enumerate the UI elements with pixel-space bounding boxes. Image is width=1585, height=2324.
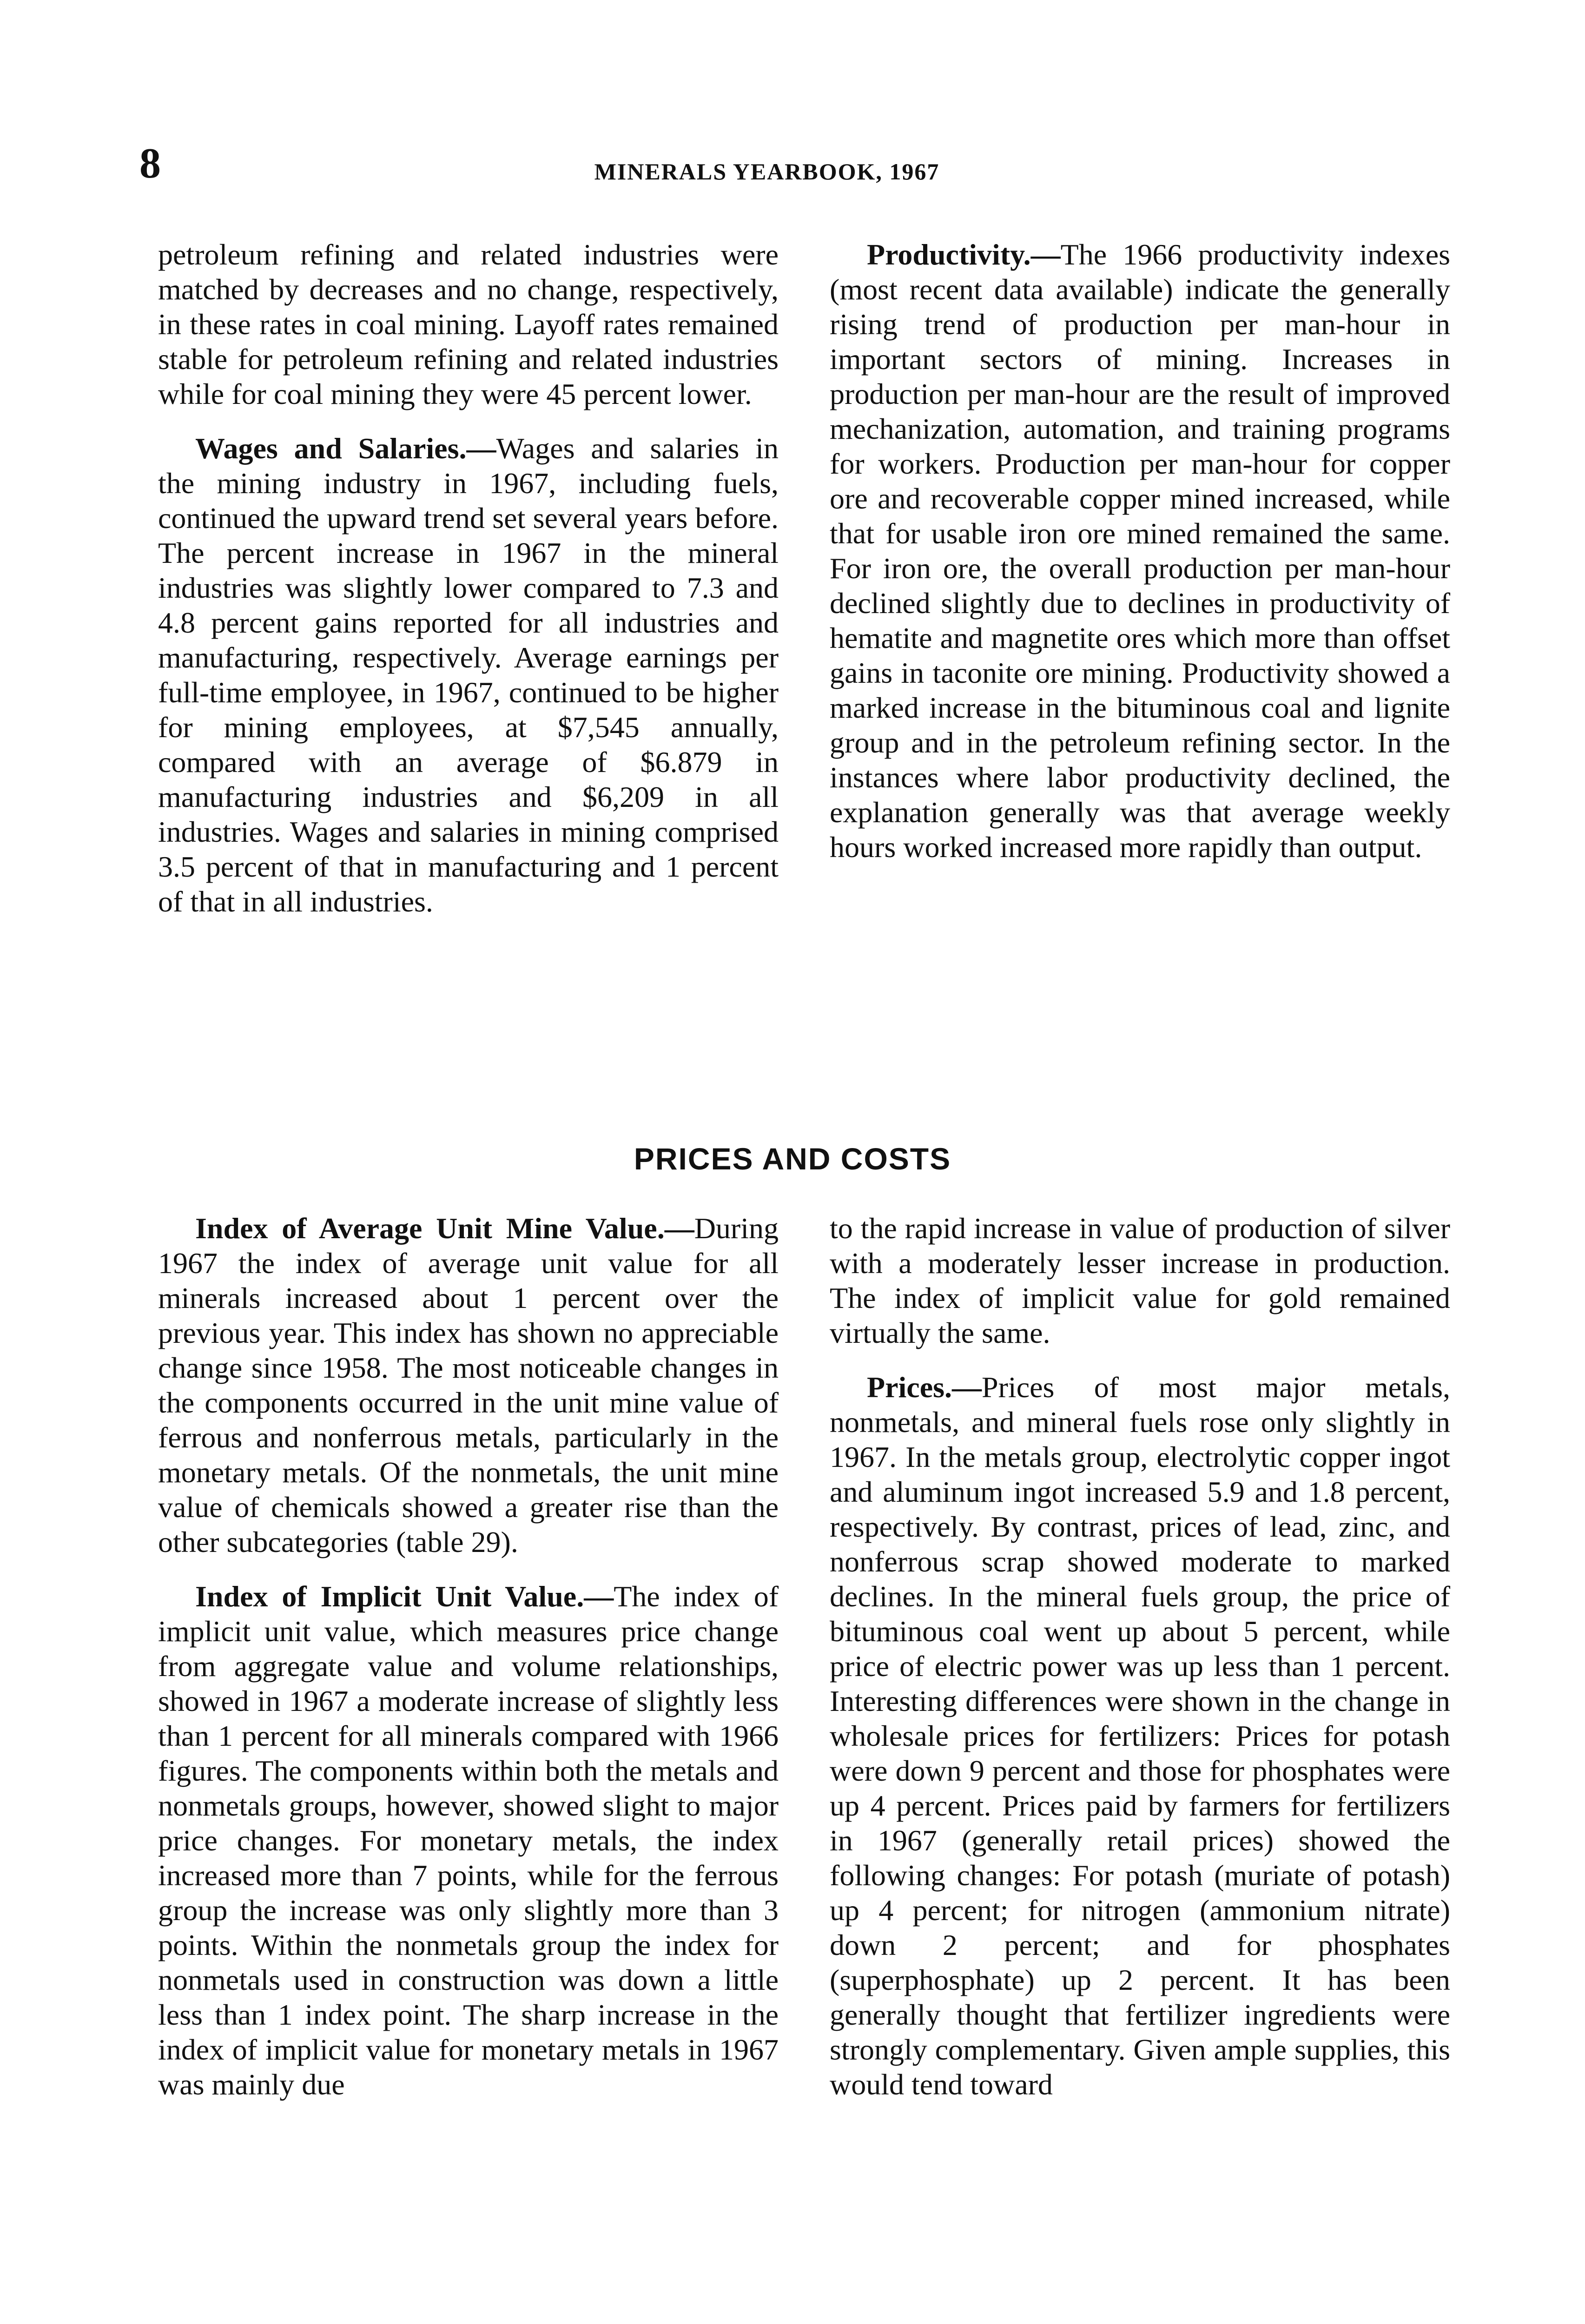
section-heading: PRICES AND COSTS <box>634 1142 951 1176</box>
prices-title: Prices.— <box>867 1371 982 1404</box>
productivity-title: Productivity.— <box>867 238 1061 271</box>
bottom-right-column <box>830 1211 1450 2121</box>
wages-salaries-body: Wages and salaries in the mining industry in 1967, including fuels, continued the upward trend set several years before. The percent increase in 1967 in the mineral industries was slightly lower compared to 7.3 and 4.8 percent gains reported for all industries and manufacturing, respectively. Average earnings per full-time employee, in 1967, continued to be higher for mining employees, at $7,545 annually, compared with an average of $6.879 in manufacturing industries and $6,209 in all industries. Wages and salaries in mining comprised 3.5 percent of that in manufacturing and 1 percent of that in all industries. <box>158 432 779 918</box>
unit-mine-value-body: During 1967 the index of average unit value for all minerals increased about 1 percent over the previous year. This index has shown no appreciable change since 1958. The most noticeable changes in the components occurred in the unit mine value of ferrous and nonferrous metals, particularly in the monetary metals. Of the nonmetals, the unit mine value of chemicals showed a greater rise than the other subcategories (table 29). <box>158 1212 779 1558</box>
implicit-unit-value-body: The index of implicit unit value, which measures price change from aggregate value and volume relationships, showed in 1967 a moderate increase of slightly less than 1 percent for all minerals compared with 1966 figures. The components within both the metals and nonmetals groups, however, showed slight to major price changes. For monetary metals, the index increased more than 7 points, while for the ferrous group the increase was only slightly more than 3 points. Within the nonmetals group the index for nonmetals used in construction was down a little less than 1 index point. The sharp increase in the index of implicit value for monetary metals in 1967 was mainly due <box>158 1580 779 2101</box>
implicit-unit-value-title: Index of Implicit Unit Value.— <box>195 1580 614 1613</box>
top-right-column <box>830 237 1450 884</box>
productivity-body: The 1966 productivity indexes (most recent data available) indicate the generally rising trend of production per man-hour in important sectors of mining. Increases in production per man-hour are the result of improved mechanization, automation, and training programs for workers. Production per man-hour for copper ore and recoverable copper mined increased, while that for usable iron ore mined remained the same. For iron ore, the overall production per man-hour declined slightly due to declines in productivity of hematite and magnetite ores which more than offset gains in taconite ore mining. Productivity showed a marked increase in the bituminous coal and lignite group and in the petroleum refining sector. In the instances where labor productivity declined, the explanation generally was that average weekly hours worked increased more rapidly than output. <box>830 238 1450 864</box>
unit-mine-value-paragraph <box>158 1211 779 1559</box>
top-left-column <box>158 237 779 938</box>
continued-paragraph: petroleum refining and related industries were matched by decreases and no change, respectively, in these rates in coal mining. Layoff rates remained stable for petroleum refining and related industries while for coal mining they were 45 percent lower. <box>158 238 779 410</box>
running-title: MINERALS YEARBOOK, 1967 <box>594 158 940 185</box>
prices-paragraph <box>830 1370 1450 2102</box>
wages-salaries-title: Wages and Salaries.— <box>195 432 496 465</box>
unit-mine-value-title: Index of Average Unit Mine Value.— <box>195 1212 694 1245</box>
wages-salaries-paragraph <box>158 431 779 919</box>
silver-gold-paragraph: to the rapid increase in value of production of silver with a moderately lesser increase in production. The index of implicit value for gold remained virtually the same. <box>830 1212 1450 1349</box>
page-number: 8 <box>139 139 161 187</box>
bottom-left-column <box>158 1211 779 2121</box>
productivity-paragraph <box>830 237 1450 865</box>
implicit-unit-value-paragraph <box>158 1579 779 2102</box>
prices-body: Prices of most major metals, nonmetals, and mineral fuels rose only slightly in 1967. In the metals group, electrolytic copper ingot and aluminum ingot increased 5.9 and 1.8 percent, respectively. By contrast, prices of lead, zinc, and nonferrous scrap showed moderate to marked declines. In the mineral fuels group, the price of bituminous coal went up about 5 percent, while price of electric power was up less than 1 percent. Interesting differences were shown in the change in wholesale prices for fertilizers: Prices for potash were down 9 percent and those for phosphates were up 4 percent. Prices paid by farmers for fertilizers in 1967 (generally retail prices) showed the following changes: For potash (muriate of potash) up 4 percent; for nitrogen (ammonium nitrate) down 2 percent; and for phosphates (superphosphate) up 2 percent. It has been generally thought that fertilizer ingredients were strongly complementary. Given ample supplies, this would tend toward <box>830 1371 1450 2101</box>
